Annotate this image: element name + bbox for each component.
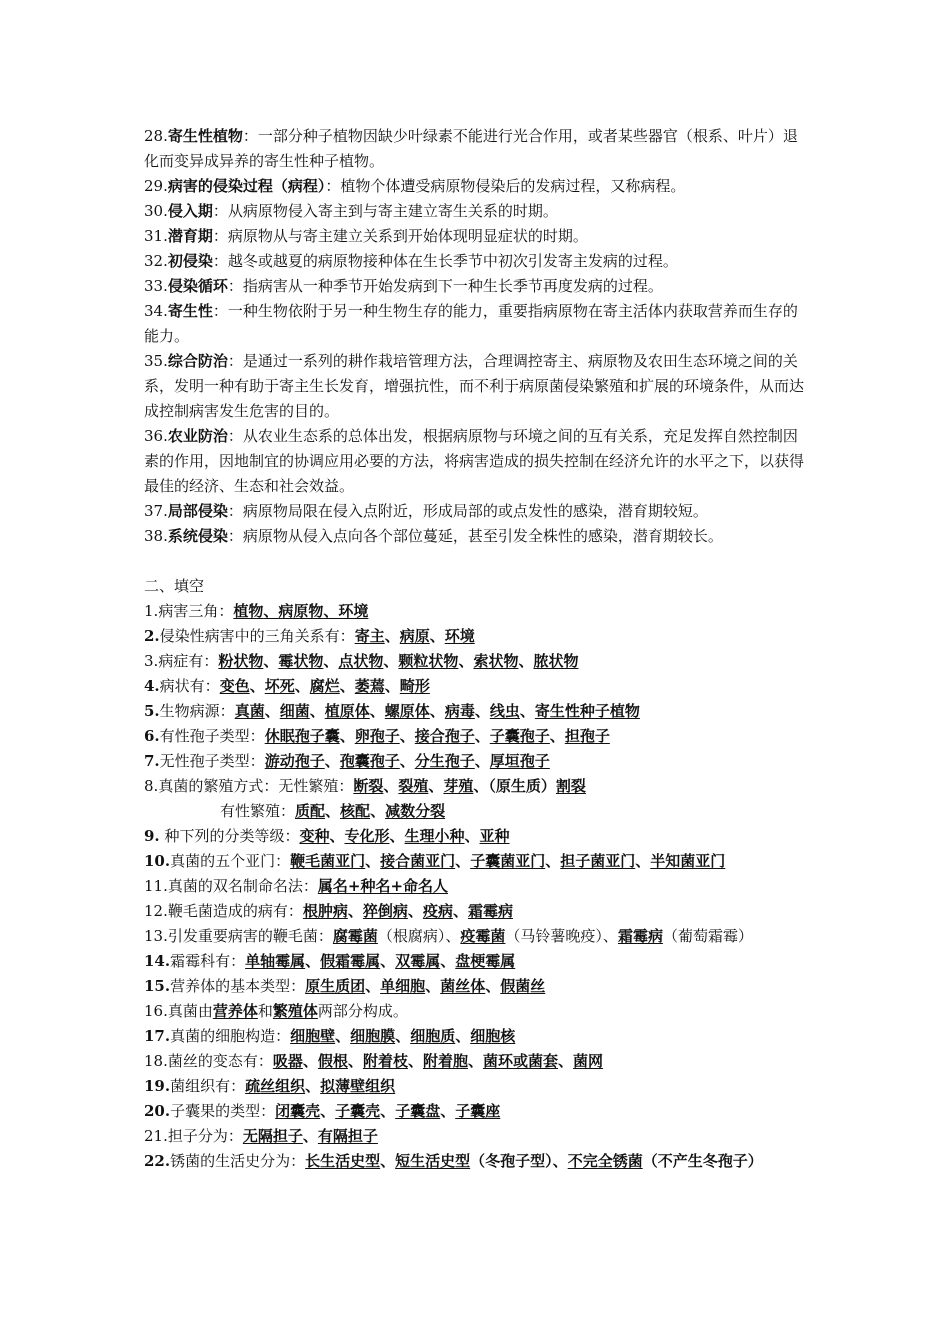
definition-34: 34.寄生性：一种生物依附于另一种生物生存的能力，重要指病原物在寄主活体内获取营养而生存的能力。 (144, 302, 798, 345)
definition-35: 35.综合防治：是通过一系列的耕作栽培管理方法，合理调控寄主、病原物及农田生态环境之间的关系，发明一种有助于寄主生长发育，增强抗性，而不利于病原菌侵染繁殖和扩展的环境条件，从而达成控制病害发生危害的目的。 (144, 352, 805, 420)
fill-item-2: 2.侵染性病害中的三角关系有：寄主、病原、环境 (144, 627, 475, 645)
definition-term: 系统侵染 (167, 527, 228, 545)
definition-33: 33.侵染循环：指病害从一种季节开始发病到下一种生长季节再度发病的过程。 (144, 277, 663, 295)
definition-term: 侵染循环 (167, 277, 228, 295)
fill-item-3: 3.病症有：粉状物、霉状物、点状物、颗粒状物、索状物、脓状物 (144, 652, 579, 670)
fill-item-15: 15.营养体的基本类型：原生质团、单细胞、菌丝体、假菌丝 (144, 977, 546, 995)
definition-term: 初侵染 (167, 252, 213, 270)
fill-item-12: 12.鞭毛菌造成的病有：根肿病、猝倒病、疫病、霜霉病 (144, 902, 513, 920)
blank-line (144, 549, 810, 574)
definition-31: 31.潜育期：病原物从与寄主建立关系到开始体现明显症状的时期。 (144, 227, 588, 245)
definition-28: 28.寄生性植物：一部分种子植物因缺少叶绿素不能进行光合作用，或者某些器官（根系、叶片）退化而变异成异养的寄生性种子植物。 (144, 127, 798, 170)
fill-item-17: 17.真菌的细胞构造：细胞壁、细胞膜、细胞质、细胞核 (144, 1027, 516, 1045)
definition-36: 36.农业防治：从农业生态系的总体出发，根据病原物与环境之间的互有关系，充足发挥自然控制因素的作用，因地制宜的协调应用必要的方法，将病害造成的损失控制在经济允许的水平之下，以获得最佳的经济、生态和社会效益。 (144, 427, 805, 495)
definition-term: 寄生性 (167, 302, 213, 320)
fill-item-5: 5.生物病源：真菌、细菌、植原体、螺原体、病毒、线虫、寄生性种子植物 (144, 702, 640, 720)
fill-item-4: 4.病状有：变色、坏死、腐烂、萎蔫、畸形 (144, 677, 430, 695)
section-title: 二、填空 (144, 577, 205, 595)
fill-item-7: 7.无性孢子类型：游动孢子、孢囊孢子、分生孢子、厚垣孢子 (144, 752, 550, 770)
fill-item-9: 9. 种下列的分类等级：变种、专化形、生理小种、亚种 (144, 827, 510, 845)
definition-term: 局部侵染 (167, 502, 228, 520)
fill-item-18: 18.菌丝的变态有：吸器、假根、附着枝、附着胞、菌环或菌套、菌网 (144, 1052, 604, 1070)
fill-item-1: 1.病害三角：植物、病原物、环境 (144, 602, 369, 620)
document-page (144, 124, 810, 1174)
definition-37: 37.局部侵染：病原物局限在侵入点附近，形成局部的或点发性的感染，潜育期较短。 (144, 502, 708, 520)
fill-item-21: 21.担子分为：无隔担子、有隔担子 (144, 1127, 378, 1145)
definition-term: 寄生性植物 (167, 127, 243, 145)
definition-term: 侵入期 (167, 202, 213, 220)
fill-item-19: 19.菌组织有：疏丝组织、拟薄壁组织 (144, 1077, 396, 1095)
fill-item-16: 16.真菌由营养体和繁殖体两部分构成。 (144, 1002, 408, 1020)
definition-38: 38.系统侵染：病原物从侵入点向各个部位蔓延，甚至引发全株性的感染，潜育期较长。 (144, 527, 723, 545)
fill-item-11: 11.真菌的双名制命名法：属名+种名+命名人 (144, 877, 449, 895)
fill-item-8: 8.真菌的繁殖方式：无性繁殖：断裂、裂殖、芽殖、（原生质）割裂 (144, 777, 586, 795)
fill-item-10: 10.真菌的五个亚门：鞭毛菌亚门、接合菌亚门、子囊菌亚门、担子菌亚门、半知菌亚门 (144, 852, 726, 870)
fill-item-14: 14.霜霉科有：单轴霉属、假霜霉属、双霉属、盘梗霉属 (144, 952, 516, 970)
definition-29: 29.病害的侵染过程（病程）：植物个体遭受病原物侵染后的发病过程，又称病程。 (144, 177, 686, 195)
definition-term: 潜育期 (167, 227, 213, 245)
fill-item-20: 20.子囊果的类型：闭囊壳、子囊壳、子囊盘、子囊座 (144, 1102, 501, 1120)
fill-item-13: 13.引发重要病害的鞭毛菌：腐霉菌（根腐病）、疫霉菌（马铃薯晚疫）、霜霉病（葡萄霜霉） (144, 927, 753, 945)
definition-30: 30.侵入期：从病原物侵入寄主到与寄主建立寄生关系的时期。 (144, 202, 558, 220)
definition-term: 综合防治 (167, 352, 228, 370)
definition-term: 农业防治 (167, 427, 228, 445)
fill-item-22: 22.锈菌的生活史分为：长生活史型、短生活史型（冬孢子型）、不完全锈菌（不产生冬孢子） (144, 1152, 763, 1170)
fill-item-8-sexual: 有性繁殖：质配、核配、减数分裂 (220, 802, 446, 820)
definition-32: 32.初侵染：越冬或越夏的病原物接种体在生长季节中初次引发寄主发病的过程。 (144, 252, 678, 270)
definition-term: 病害的侵染过程（病程） (167, 177, 326, 195)
fill-item-6: 6.有性孢子类型：休眠孢子囊、卵孢子、接合孢子、子囊孢子、担孢子 (144, 727, 610, 745)
